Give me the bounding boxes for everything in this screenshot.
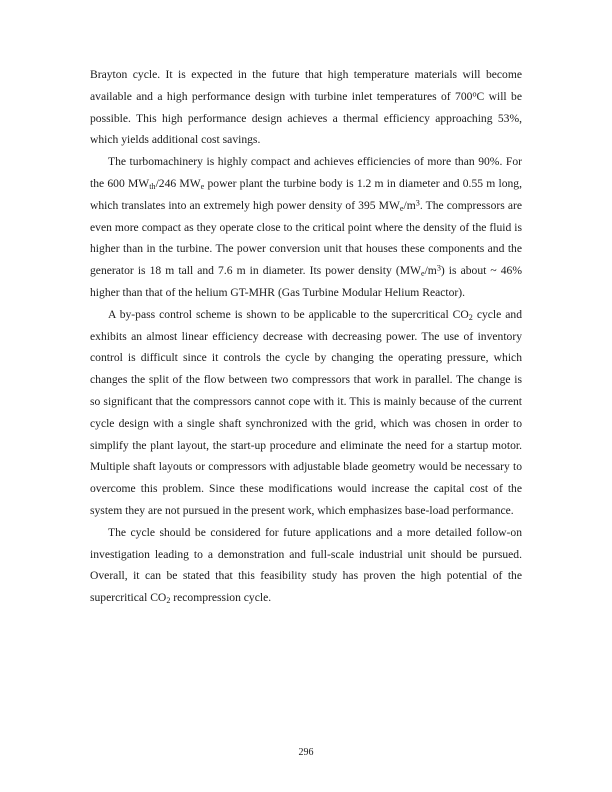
paragraph-turbomachinery: [90, 151, 522, 304]
text-run: power plant the turbine body is 1.2 m in diameter and 0.55 m long, which translates into an extremely high power density of 395 MW: [90, 176, 523, 212]
subscript: 2: [468, 312, 473, 322]
superscript: 3: [436, 263, 441, 273]
page-number: 296: [298, 747, 314, 758]
text-run: A by-pass control scheme is shown to be applicable to the supercritical CO: [108, 307, 469, 321]
text-run: C will be possible. This high performance design achieves a thermal efficiency approaching 53%, which yields additional cost savings.: [90, 89, 522, 147]
text-run: recompression cycle.: [170, 591, 272, 605]
text-run: cycle and exhibits an almost linear efficiency decrease with decreasing power. The use of inventory control is difficult since it controls the cycle by changing the operating pressure, which changes the split of the flow between two compressors that work in parallel. The change is so significant that the compressors cannot cope with it. This is mainly because of the current cycle design with a single shaft synchronized with the grid, which was chosen in order to simplify the plant layout, the start-up procedure and eliminate the need for a startup motor. Multiple shaft layouts or compressors with adjustable blade geometry would be necessary to overcome this problem. Since these modifications would increase the capital cost of the system they are not pursued in the present work, which emphasizes base-load performance.: [90, 307, 522, 517]
superscript: 3: [415, 198, 420, 208]
subscript: th: [149, 182, 156, 191]
text-run: . The compressors are even more compact as they operate close to the critical point where the density of the fluid is higher than in the turbine. The power conversion unit that houses these components and the generator is 18 m tall and 7.6 m in diameter. Its power density (MW: [90, 198, 522, 278]
text-run: The turbomachinery is highly compact and achieves efficiencies of more than 90%. For the 600 MW: [90, 155, 522, 190]
subscript: e: [420, 269, 425, 279]
subscript: 2: [166, 596, 171, 606]
paragraph-continuation: [90, 64, 522, 151]
text-run: The cycle should be considered for future applications and a more detailed follow-on investigation leading to a demonstration and full-scale industrial unit should be pursued. Overall, it can be stated that this feasibility study has proven the high potential of the supercritical CO: [90, 525, 522, 605]
subscript: e: [200, 182, 205, 191]
paragraph-bypass-control: [90, 304, 522, 522]
subscript: e: [399, 203, 404, 213]
paragraph-conclusion: [90, 522, 522, 609]
superscript: o: [472, 89, 477, 99]
text-run: Brayton cycle. It is expected in the future that high temperature materials will become available and a high performance design with turbine inlet temperatures of 700: [90, 68, 522, 103]
body-text: [90, 64, 522, 609]
text-run: /m: [424, 264, 437, 278]
text-run: /246 MW: [155, 176, 201, 190]
text-run: ) is about ~ 46% higher than that of the helium GT-MHR (Gas Turbine Modular Helium Reactor).: [90, 264, 522, 299]
text-run: /m: [403, 198, 416, 212]
